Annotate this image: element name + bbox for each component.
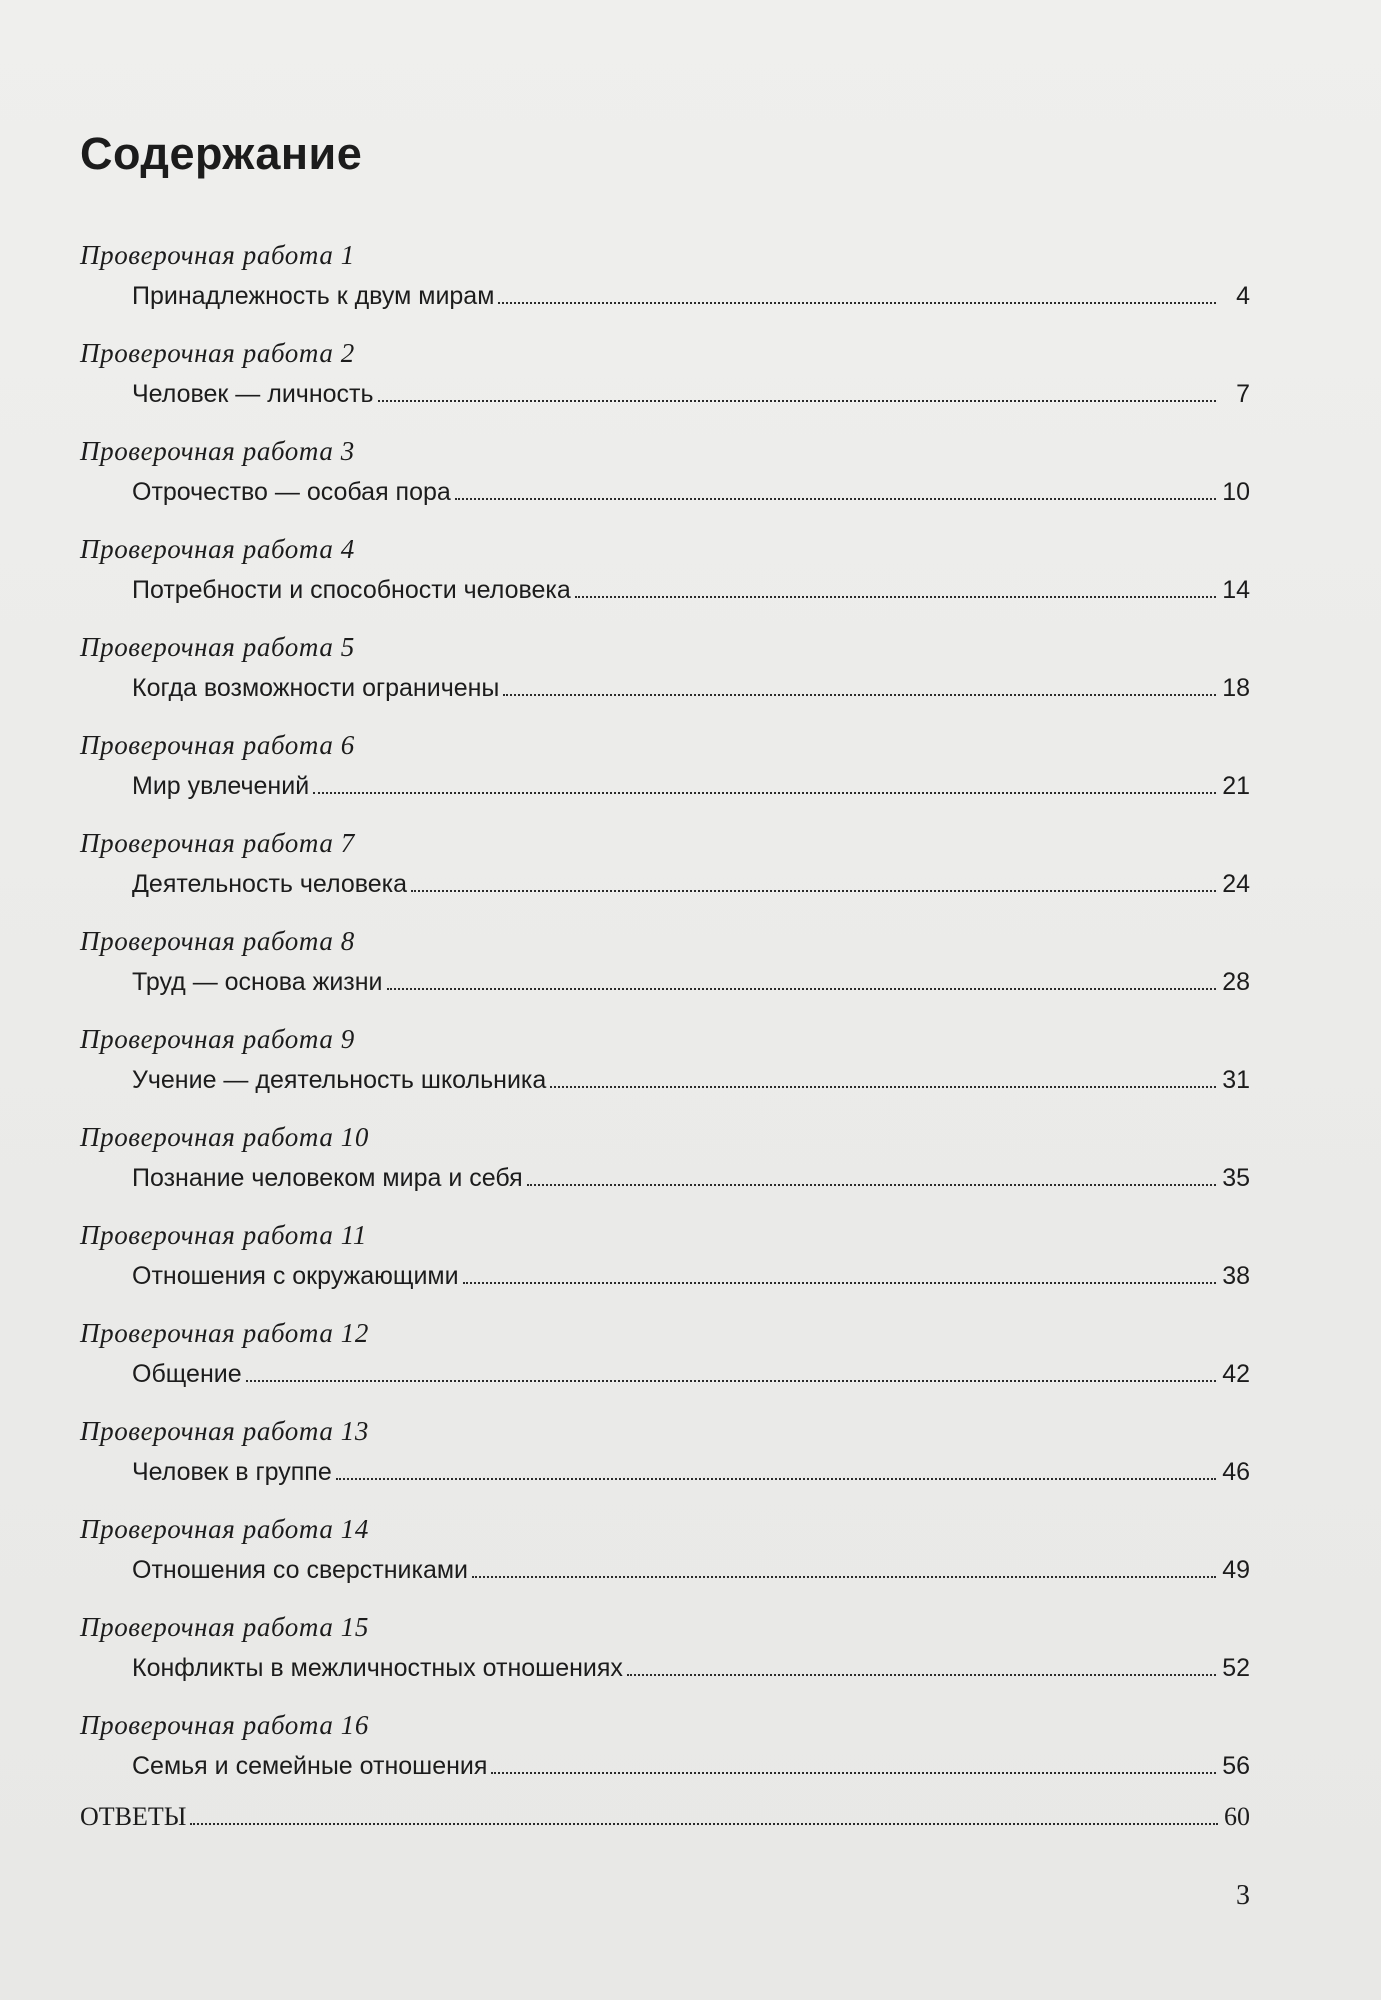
section-title: Отношения с окружающими bbox=[132, 1262, 459, 1290]
page-number: 14 bbox=[1222, 576, 1250, 604]
answers-title: ОТВЕТЫ bbox=[80, 1802, 187, 1831]
section-title: Когда возможности ограничены bbox=[132, 674, 500, 702]
page-number: 10 bbox=[1222, 478, 1250, 506]
table-of-contents bbox=[80, 240, 1250, 1808]
toc-line[interactable] bbox=[132, 772, 1250, 801]
section-title: Познание человеком мира и себя bbox=[132, 1164, 523, 1192]
section-title: Труд — основа жизни bbox=[132, 968, 383, 996]
dot-leader bbox=[411, 889, 1216, 892]
page-number: 24 bbox=[1222, 870, 1250, 898]
page-number: 60 bbox=[1224, 1802, 1250, 1831]
folio-page-number: 3 bbox=[1236, 1880, 1250, 1911]
toc-entry bbox=[80, 1122, 1250, 1220]
section-title: Учение — деятельность школьника bbox=[132, 1066, 547, 1094]
toc-line[interactable] bbox=[132, 1654, 1250, 1683]
toc-entry bbox=[80, 1416, 1250, 1514]
toc-entry bbox=[80, 1024, 1250, 1122]
work-label: Проверочная работа 9 bbox=[80, 1024, 355, 1054]
dot-leader bbox=[246, 1379, 1216, 1382]
toc-entry bbox=[80, 1612, 1250, 1710]
page-number: 18 bbox=[1222, 674, 1250, 702]
work-label: Проверочная работа 15 bbox=[80, 1612, 369, 1642]
work-label: Проверочная работа 6 bbox=[80, 730, 355, 760]
section-title: Мир увлечений bbox=[132, 772, 310, 800]
section-title: Человек — личность bbox=[132, 380, 374, 408]
work-label: Проверочная работа 3 bbox=[80, 436, 355, 466]
toc-line[interactable] bbox=[132, 1164, 1250, 1193]
toc-entry bbox=[80, 1514, 1250, 1612]
toc-line[interactable] bbox=[132, 576, 1250, 605]
dot-leader bbox=[472, 1575, 1216, 1578]
toc-entry bbox=[80, 632, 1250, 730]
work-label: Проверочная работа 4 bbox=[80, 534, 355, 564]
dot-leader bbox=[550, 1085, 1216, 1088]
page-number: 31 bbox=[1222, 1066, 1250, 1094]
section-title: Деятельность человека bbox=[132, 870, 408, 898]
work-label: Проверочная работа 16 bbox=[80, 1710, 369, 1740]
toc-line[interactable] bbox=[132, 1066, 1250, 1095]
work-label: Проверочная работа 1 bbox=[80, 240, 355, 270]
page-number: 56 bbox=[1222, 1752, 1250, 1780]
dot-leader bbox=[463, 1281, 1216, 1284]
toc-entry bbox=[80, 436, 1250, 534]
toc-line[interactable] bbox=[132, 1458, 1250, 1487]
work-label: Проверочная работа 12 bbox=[80, 1318, 369, 1348]
dot-leader bbox=[387, 987, 1216, 990]
toc-entry bbox=[80, 730, 1250, 828]
page-number: 7 bbox=[1236, 380, 1250, 408]
toc-line[interactable] bbox=[132, 870, 1250, 899]
dot-leader bbox=[336, 1477, 1216, 1480]
toc-line[interactable] bbox=[132, 1752, 1250, 1781]
toc-entry bbox=[80, 338, 1250, 436]
dot-leader bbox=[190, 1822, 1218, 1825]
section-title: Отношения со сверстниками bbox=[132, 1556, 469, 1584]
toc-entry bbox=[80, 240, 1250, 338]
page-number: 35 bbox=[1222, 1164, 1250, 1192]
section-title: Человек в группе bbox=[132, 1458, 332, 1486]
page-number: 28 bbox=[1222, 968, 1250, 996]
page-number: 46 bbox=[1222, 1458, 1250, 1486]
answers-line[interactable] bbox=[80, 1802, 1250, 1832]
work-label: Проверочная работа 11 bbox=[80, 1220, 367, 1250]
dot-leader bbox=[575, 595, 1216, 598]
work-label: Проверочная работа 8 bbox=[80, 926, 355, 956]
work-label: Проверочная работа 10 bbox=[80, 1122, 369, 1152]
section-title: Семья и семейные отношения bbox=[132, 1752, 488, 1780]
dot-leader bbox=[527, 1183, 1216, 1186]
page-number: 42 bbox=[1222, 1360, 1250, 1388]
section-title: Отрочество — особая пора bbox=[132, 478, 451, 506]
section-title: Общение bbox=[132, 1360, 242, 1388]
toc-line[interactable] bbox=[132, 380, 1250, 409]
toc-line[interactable] bbox=[132, 674, 1250, 703]
dot-leader bbox=[627, 1673, 1216, 1676]
work-label: Проверочная работа 7 bbox=[80, 828, 355, 858]
page-number: 38 bbox=[1222, 1262, 1250, 1290]
toc-entry bbox=[80, 926, 1250, 1024]
toc-line[interactable] bbox=[132, 1262, 1250, 1291]
toc-entry bbox=[80, 1710, 1250, 1808]
section-title: Принадлежность к двум мирам bbox=[132, 282, 495, 310]
dot-leader bbox=[378, 399, 1216, 402]
toc-entry bbox=[80, 1318, 1250, 1416]
section-title: Потребности и способности человека bbox=[132, 576, 571, 604]
dot-leader bbox=[455, 497, 1216, 500]
work-label: Проверочная работа 5 bbox=[80, 632, 355, 662]
work-label: Проверочная работа 2 bbox=[80, 338, 355, 368]
toc-line[interactable] bbox=[132, 968, 1250, 997]
work-label: Проверочная работа 14 bbox=[80, 1514, 369, 1544]
toc-entry bbox=[80, 534, 1250, 632]
dot-leader bbox=[498, 301, 1216, 304]
dot-leader bbox=[313, 791, 1216, 794]
toc-entry bbox=[80, 828, 1250, 926]
page-number: 21 bbox=[1222, 772, 1250, 800]
toc-line[interactable] bbox=[132, 282, 1250, 311]
toc-line[interactable] bbox=[132, 1360, 1250, 1389]
toc-entry bbox=[80, 1220, 1250, 1318]
section-title: Конфликты в межличностных отношениях bbox=[132, 1654, 623, 1682]
toc-line[interactable] bbox=[132, 1556, 1250, 1585]
page-title: Содержание bbox=[80, 128, 363, 179]
page-number: 49 bbox=[1222, 1556, 1250, 1584]
toc-line[interactable] bbox=[132, 478, 1250, 507]
dot-leader bbox=[503, 693, 1216, 696]
work-label: Проверочная работа 13 bbox=[80, 1416, 369, 1446]
page-number: 4 bbox=[1236, 282, 1250, 310]
dot-leader bbox=[491, 1771, 1216, 1774]
page-number: 52 bbox=[1222, 1654, 1250, 1682]
